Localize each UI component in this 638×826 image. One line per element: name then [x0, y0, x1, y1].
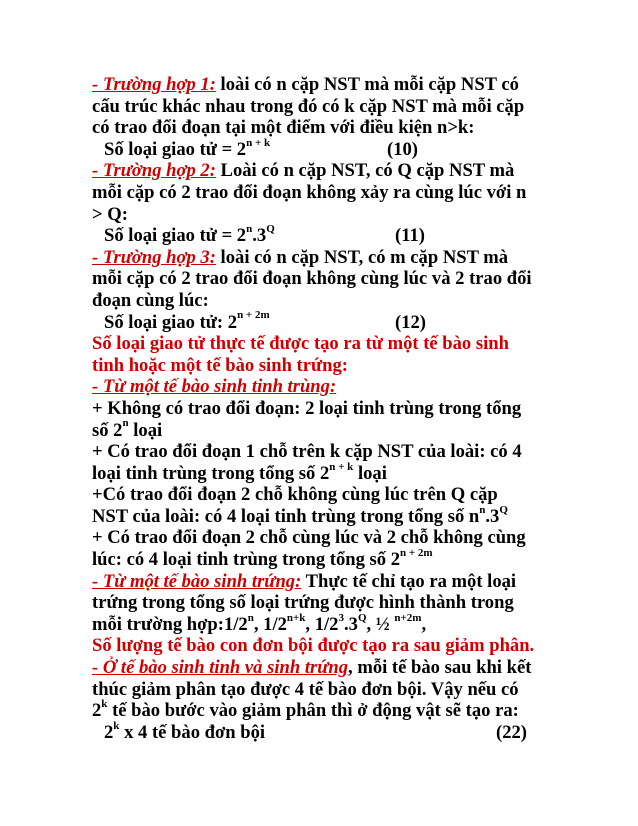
case-1-line: - Trường hợp 1: loài có n cặp NST mà mỗi cặp NST có	[92, 74, 519, 95]
egg-line: - Từ một tế bào sinh trứng: Thực tế chỉ tạo ra một loại	[92, 570, 517, 592]
case-3-label: - Trường hợp 3:	[92, 246, 216, 268]
formula-11: Số loại giao tử = $2^n.3^Q$ (11)	[104, 222, 425, 247]
text-line: cấu trúc khác nhau trong đó có k cặp NST mà mỗi cặp	[92, 95, 525, 117]
subheading-egg: - Từ một tế bào sinh trứng:	[92, 570, 302, 592]
formula-number: (22)	[496, 721, 527, 743]
formula-number: (12)	[395, 311, 426, 333]
text-line: mỗi trường hợp:1/2$^n$, $1/2^{n+k}$, $1/2^3.3^Q$, ½ $^{n+2m}$,	[92, 611, 427, 635]
section-heading: Số loại giao tử thực tế được tạo ra từ một tế bào sinh	[92, 333, 509, 355]
text-line: thúc giảm phân tạo được 4 tế bào đơn bội. Vậy nếu có	[92, 678, 519, 700]
cells-line: - Ở tế bào sinh tinh và sinh trứng, mỗi tế bào sau khi kết	[92, 657, 532, 679]
bullet-line: + Có trao đổi đoạn 1 chỗ trên k cặp NST của loài: có 4	[92, 441, 522, 463]
bullet-line: +Có trao đổi đoạn 2 chỗ không cùng lúc trên Q cặp	[92, 484, 498, 506]
formula-number: (11)	[395, 225, 425, 247]
bullet-line: NST của loài: có 4 loại tinh trùng trong tổng số $n^n.3^Q$	[92, 503, 508, 527]
text-line: 2$^k$ tế bào bước vào giảm phân thì ở động vật sẽ tạo ra:	[92, 698, 519, 722]
formula-22: 2$^k$ x 4 tế bào đơn bội (22)	[104, 719, 527, 743]
text-line: có trao đổi đoạn tại một điểm với điều kiện n>k:	[92, 117, 475, 139]
bullet-line: + Có trao đổi đoạn 2 chỗ cùng lúc và 2 chỗ không cùng	[92, 527, 526, 549]
bullet-line: + Không có trao đổi đoạn: 2 loại tinh trùng trong tổng	[92, 397, 522, 419]
text-line: mỗi cặp có 2 trao đổi đoạn không xảy ra cùng lúc với n	[92, 181, 527, 203]
formula-number: (10)	[387, 138, 418, 160]
bullet-line: loại tinh trùng trong tổng số $2^{n + k}$ loại	[92, 460, 387, 484]
section-heading: tinh hoặc một tế bào sinh trứng:	[92, 354, 348, 376]
case-3-line: - Trường hợp 3: loài có n cặp NST, có m cặp NST mà	[92, 246, 509, 268]
bullet-line: lúc: có 4 loại tinh trùng trong tổng số $2^{n + 2m}$	[92, 546, 433, 571]
subheading-cells: - Ở tế bào sinh tinh và sinh trứng	[92, 657, 349, 679]
case-2-line: - Trường hợp 2: Loài có n cặp NST, có Q cặp NST mà	[92, 160, 515, 182]
case-2-label: - Trường hợp 2:	[92, 160, 216, 182]
text-line: đoạn cùng lúc:	[92, 289, 209, 311]
text-line: trứng trong tổng số loại trứng được hình thành trong	[92, 592, 514, 614]
text-line: mỗi cặp có 2 trao đổi đoạn không cùng lúc và 2 trao đổi	[92, 268, 532, 290]
text-line: > Q:	[92, 203, 128, 225]
subheading-sperm: - Từ một tế bào sinh tinh trùng:	[92, 376, 337, 398]
case-1-label: - Trường hợp 1:	[92, 74, 216, 95]
section-heading: Số lượng tế bào con đơn bội được tạo ra sau giảm phân.	[92, 635, 535, 657]
bullet-line: số 2$^n$ loại	[92, 417, 163, 441]
document-page	[92, 74, 552, 743]
formula-12: Số loại giao tử: $2^{n + 2m}$ (12)	[104, 309, 426, 333]
formula-10: Số loại giao tử = $2^{n + k}$ (10)	[104, 136, 418, 160]
